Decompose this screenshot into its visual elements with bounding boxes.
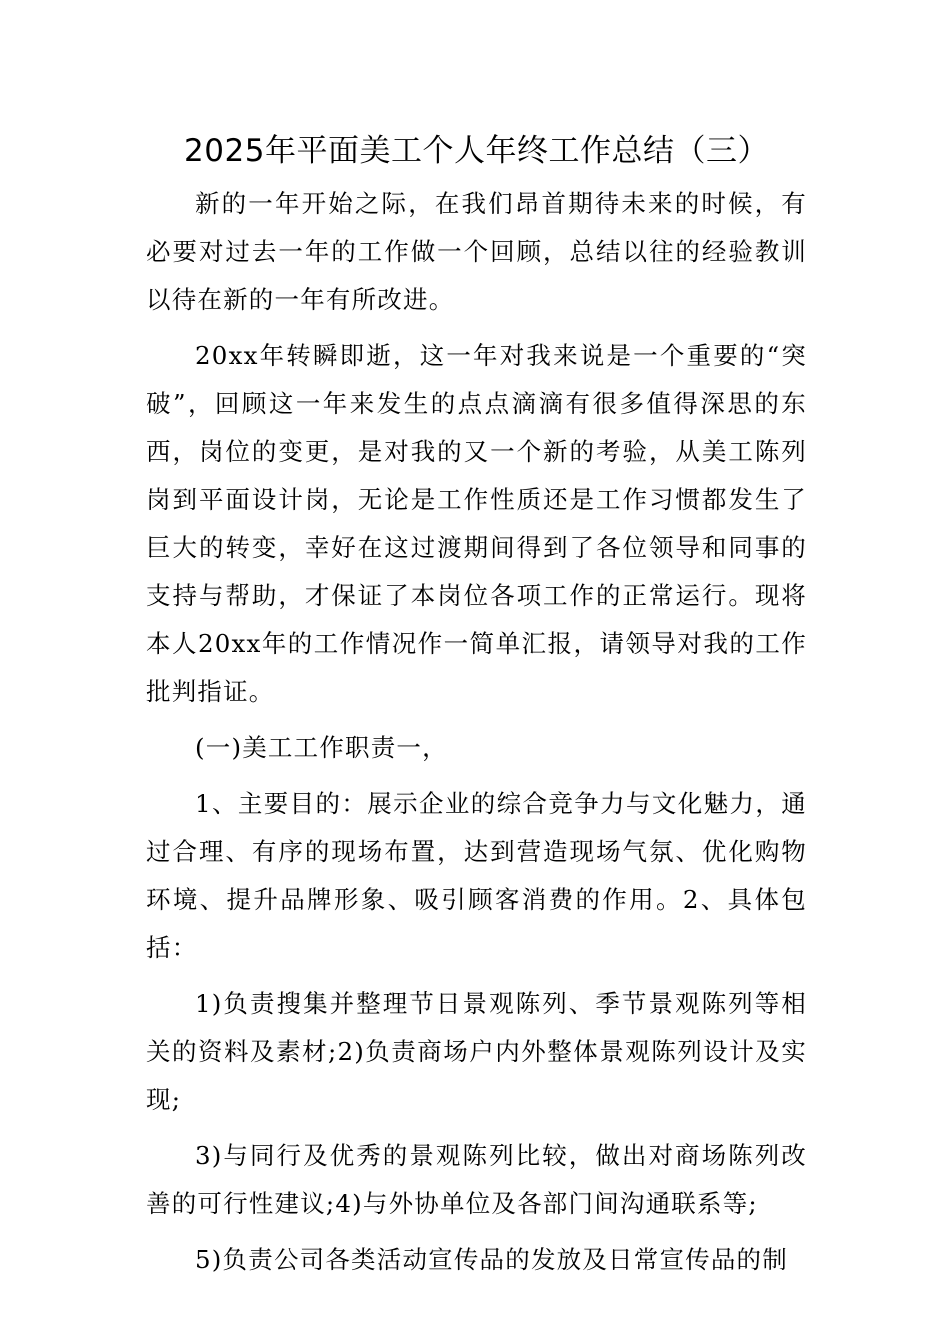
document-title: 2025年平面美工个人年终工作总结（三） <box>184 133 769 169</box>
paragraph-item-1: 1、主要目的：展示企业的综合竞争力与文化魅力，通过合理、有序的现场布置，达到营造现场气氛、优化购物环境、提升品牌形象、吸引顾客消费的作用。2、具体包括： <box>146 789 807 962</box>
paragraph-section-heading: (一)美工工作职责一， <box>195 733 448 762</box>
paragraph-item-duties-3-4: 3)与同行及优秀的景观陈列比较，做出对商场陈列改善的可行性建议;4)与外协单位及各部门间沟通联系等; <box>146 1141 807 1218</box>
paragraph-review: 20xx年转瞬即逝，这一年对我来说是一个重要的“突破”，回顾这一年来发生的点点滴滴有很多值得深思的东西，岗位的变更，是对我的又一个新的考验，从美工陈列岗到平面设计岗，无论是工作性质还是工作习惯都发生了巨大的转变，幸好在这过渡期间得到了各位领导和同事的支持与帮助，才保证了本岗位各项工作的正常运行。现将本人20xx年的工作情况作一简单汇报，请领导对我的工作批判指证。 <box>146 341 807 706</box>
paragraph-item-duties-5: 5)负责公司各类活动宣传品的发放及日常宣传品的制 <box>195 1245 788 1274</box>
paragraph-intro: 新的一年开始之际，在我们昂首期待未来的时候，有必要对过去一年的工作做一个回顾，总结以往的经验教训以待在新的一年有所改进。 <box>146 189 807 314</box>
paragraph-item-duties-1-2: 1)负责搜集并整理节日景观陈列、季节景观陈列等相关的资料及素材;2)负责商场户内外整体景观陈列设计及实现; <box>146 989 807 1114</box>
